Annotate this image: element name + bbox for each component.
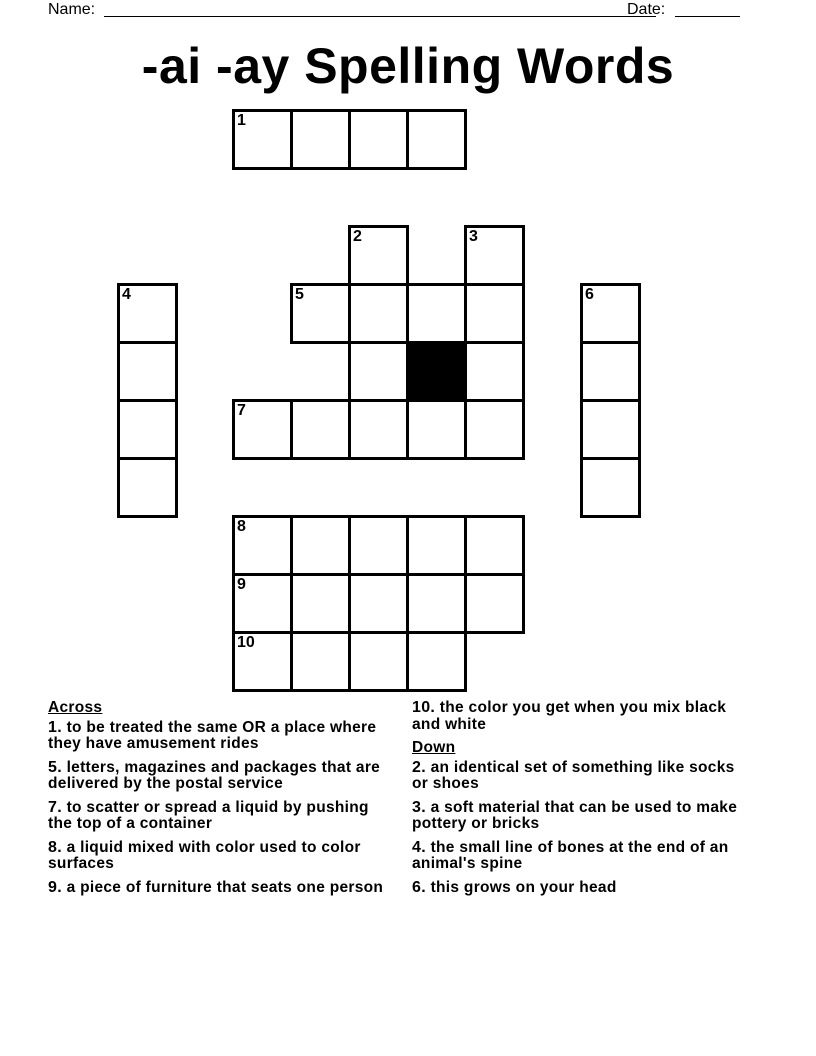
crossword-cell[interactable] bbox=[290, 283, 351, 344]
clue-number: 5 bbox=[295, 286, 304, 303]
crossword-cell[interactable] bbox=[580, 341, 641, 402]
crossword-cell[interactable] bbox=[580, 283, 641, 344]
page-title: -ai -ay Spelling Words bbox=[141, 38, 675, 94]
clue-num: 5. bbox=[48, 758, 62, 776]
clue-num: 8. bbox=[48, 838, 62, 856]
clue-number: 6 bbox=[585, 286, 594, 303]
clue-text: to scatter or spread a liquid by pushing the top of a container bbox=[48, 798, 369, 832]
crossword-cell[interactable] bbox=[117, 283, 178, 344]
clue-down-3 bbox=[412, 800, 752, 833]
clue-across-7 bbox=[48, 800, 388, 833]
crossword-cell[interactable] bbox=[290, 573, 351, 634]
crossword-cell[interactable] bbox=[406, 631, 467, 692]
clue-text: letters, magazines and packages that are delivered by the postal service bbox=[48, 758, 381, 792]
clue-number: 1 bbox=[237, 112, 246, 129]
crossword-cell[interactable] bbox=[232, 573, 293, 634]
crossword-cell[interactable] bbox=[464, 225, 525, 286]
clue-down-2 bbox=[412, 760, 752, 793]
crossword-cell[interactable] bbox=[348, 631, 409, 692]
crossword-cell[interactable] bbox=[290, 109, 351, 170]
clue-across-10 bbox=[412, 700, 752, 733]
clue-text: a piece of furniture that seats one person bbox=[66, 878, 384, 896]
crossword-cell[interactable] bbox=[406, 283, 467, 344]
clue-across-1 bbox=[48, 720, 388, 753]
crossword-cell[interactable] bbox=[464, 341, 525, 402]
crossword-cell[interactable] bbox=[290, 399, 351, 460]
name-label: Name: bbox=[48, 1, 96, 18]
crossword-cell[interactable] bbox=[406, 399, 467, 460]
clue-across-8 bbox=[48, 840, 388, 873]
clues-column-left bbox=[48, 700, 388, 903]
clue-num: 4. bbox=[412, 838, 426, 856]
crossword-cell[interactable] bbox=[406, 515, 467, 576]
clue-num: 1. bbox=[48, 718, 62, 736]
clues-column-right bbox=[412, 700, 752, 903]
clue-across-9 bbox=[48, 880, 388, 897]
crossword-black-cell bbox=[406, 341, 467, 402]
crossword-cell[interactable] bbox=[464, 283, 525, 344]
clue-text: to be treated the same OR a place where they have amusement rides bbox=[48, 718, 377, 752]
crossword-cell[interactable] bbox=[580, 457, 641, 518]
clue-down-4 bbox=[412, 840, 752, 873]
clue-across-5 bbox=[48, 760, 388, 793]
clue-num: 3. bbox=[412, 798, 426, 816]
clue-number: 9 bbox=[237, 576, 246, 593]
crossword-cell[interactable] bbox=[406, 109, 467, 170]
clue-number: 7 bbox=[237, 402, 246, 419]
crossword-cell[interactable] bbox=[348, 399, 409, 460]
crossword-cell[interactable] bbox=[232, 631, 293, 692]
clue-number: 2 bbox=[353, 228, 362, 245]
crossword-cell[interactable] bbox=[290, 631, 351, 692]
crossword-cell[interactable] bbox=[348, 573, 409, 634]
crossword-cell[interactable] bbox=[348, 515, 409, 576]
crossword-cell[interactable] bbox=[580, 399, 641, 460]
crossword-cell[interactable] bbox=[464, 399, 525, 460]
crossword-cell[interactable] bbox=[348, 225, 409, 286]
clue-num: 10. bbox=[412, 699, 436, 716]
crossword-cell[interactable] bbox=[232, 399, 293, 460]
crossword-cell[interactable] bbox=[232, 515, 293, 576]
clue-number: 4 bbox=[122, 286, 131, 303]
crossword-cell[interactable] bbox=[464, 573, 525, 634]
clue-text: a liquid mixed with color used to color surfaces bbox=[48, 838, 361, 872]
clue-text: an identical set of something like socks or shoes bbox=[412, 758, 735, 792]
down-heading: Down bbox=[412, 739, 456, 756]
date-label: Date: bbox=[627, 1, 666, 18]
crossword-cell[interactable] bbox=[406, 573, 467, 634]
crossword-cell[interactable] bbox=[232, 109, 293, 170]
clue-num: 7. bbox=[48, 798, 62, 816]
clue-text: the small line of bones at the end of an animal's spine bbox=[412, 838, 729, 872]
clue-number: 10 bbox=[237, 634, 255, 651]
clue-text: this grows on your head bbox=[430, 878, 617, 896]
crossword-cell[interactable] bbox=[348, 341, 409, 402]
clue-num: 6. bbox=[412, 878, 426, 896]
crossword-cell[interactable] bbox=[117, 457, 178, 518]
crossword-cell[interactable] bbox=[117, 341, 178, 402]
clue-text: a soft material that can be used to make pottery or bricks bbox=[412, 798, 738, 832]
clue-text: the color you get when you mix black and white bbox=[412, 699, 727, 733]
clue-num: 9. bbox=[48, 878, 62, 896]
clue-num: 2. bbox=[412, 758, 426, 776]
crossword-cell[interactable] bbox=[290, 515, 351, 576]
crossword-cell[interactable] bbox=[348, 283, 409, 344]
crossword-cell[interactable] bbox=[117, 399, 178, 460]
clue-down-6 bbox=[412, 880, 752, 897]
clue-number: 3 bbox=[469, 228, 478, 245]
across-heading: Across bbox=[48, 699, 103, 716]
clue-number: 8 bbox=[237, 518, 246, 535]
crossword-cell[interactable] bbox=[348, 109, 409, 170]
crossword-cell[interactable] bbox=[464, 515, 525, 576]
